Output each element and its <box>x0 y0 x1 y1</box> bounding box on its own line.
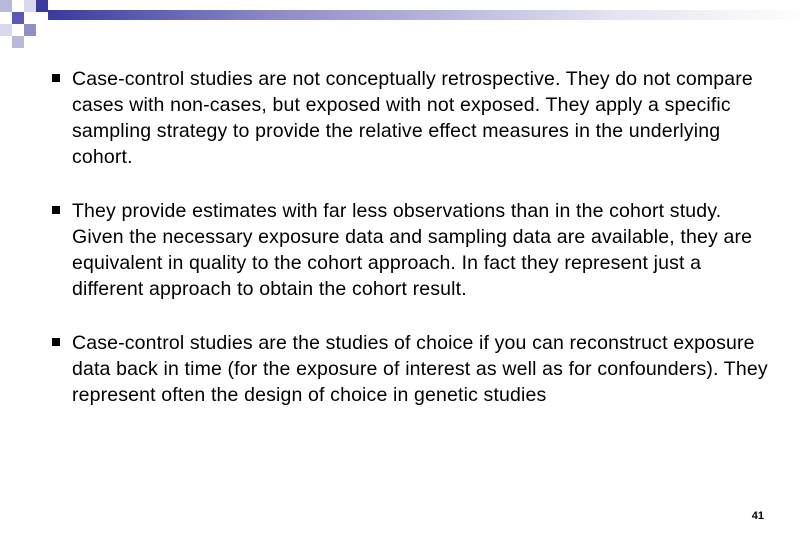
decoration-square <box>24 0 36 12</box>
decoration-square <box>12 12 24 24</box>
header-gradient-band <box>48 10 810 20</box>
bullet-list <box>52 66 772 436</box>
bullet-text: Case-control studies are the studies of choice if you can reconstruct exposure data back in time (for the exposure of interest as well as for confounders). They represent often the design of choice in genetic studies <box>72 332 768 406</box>
decoration-square <box>0 0 12 12</box>
bullet-item-2 <box>52 198 772 302</box>
decoration-square <box>24 24 36 36</box>
bullet-text: Case-control studies are not conceptually retrospective. They do not compare cases with non-cases, but exposed with not exposed. They apply a specific sampling strategy to provide the relative effect measures in the underlying cohort. <box>72 68 753 168</box>
square-bullet-icon <box>52 74 60 82</box>
decoration-square <box>0 24 12 36</box>
bullet-item-3 <box>52 330 772 408</box>
bullet-text: They provide estimates with far less observations than in the cohort study. Given the necessary exposure data and sampling data are available, they are equivalent in quality to the cohort approach. In fact they represent just a different approach to obtain the cohort result. <box>72 200 753 300</box>
square-bullet-icon <box>52 206 60 214</box>
page-number: 41 <box>751 510 764 522</box>
decoration-square <box>36 0 48 12</box>
square-bullet-icon <box>52 338 60 346</box>
decoration-square <box>12 36 24 48</box>
bullet-item-1 <box>52 66 772 170</box>
corner-decoration <box>0 0 60 48</box>
